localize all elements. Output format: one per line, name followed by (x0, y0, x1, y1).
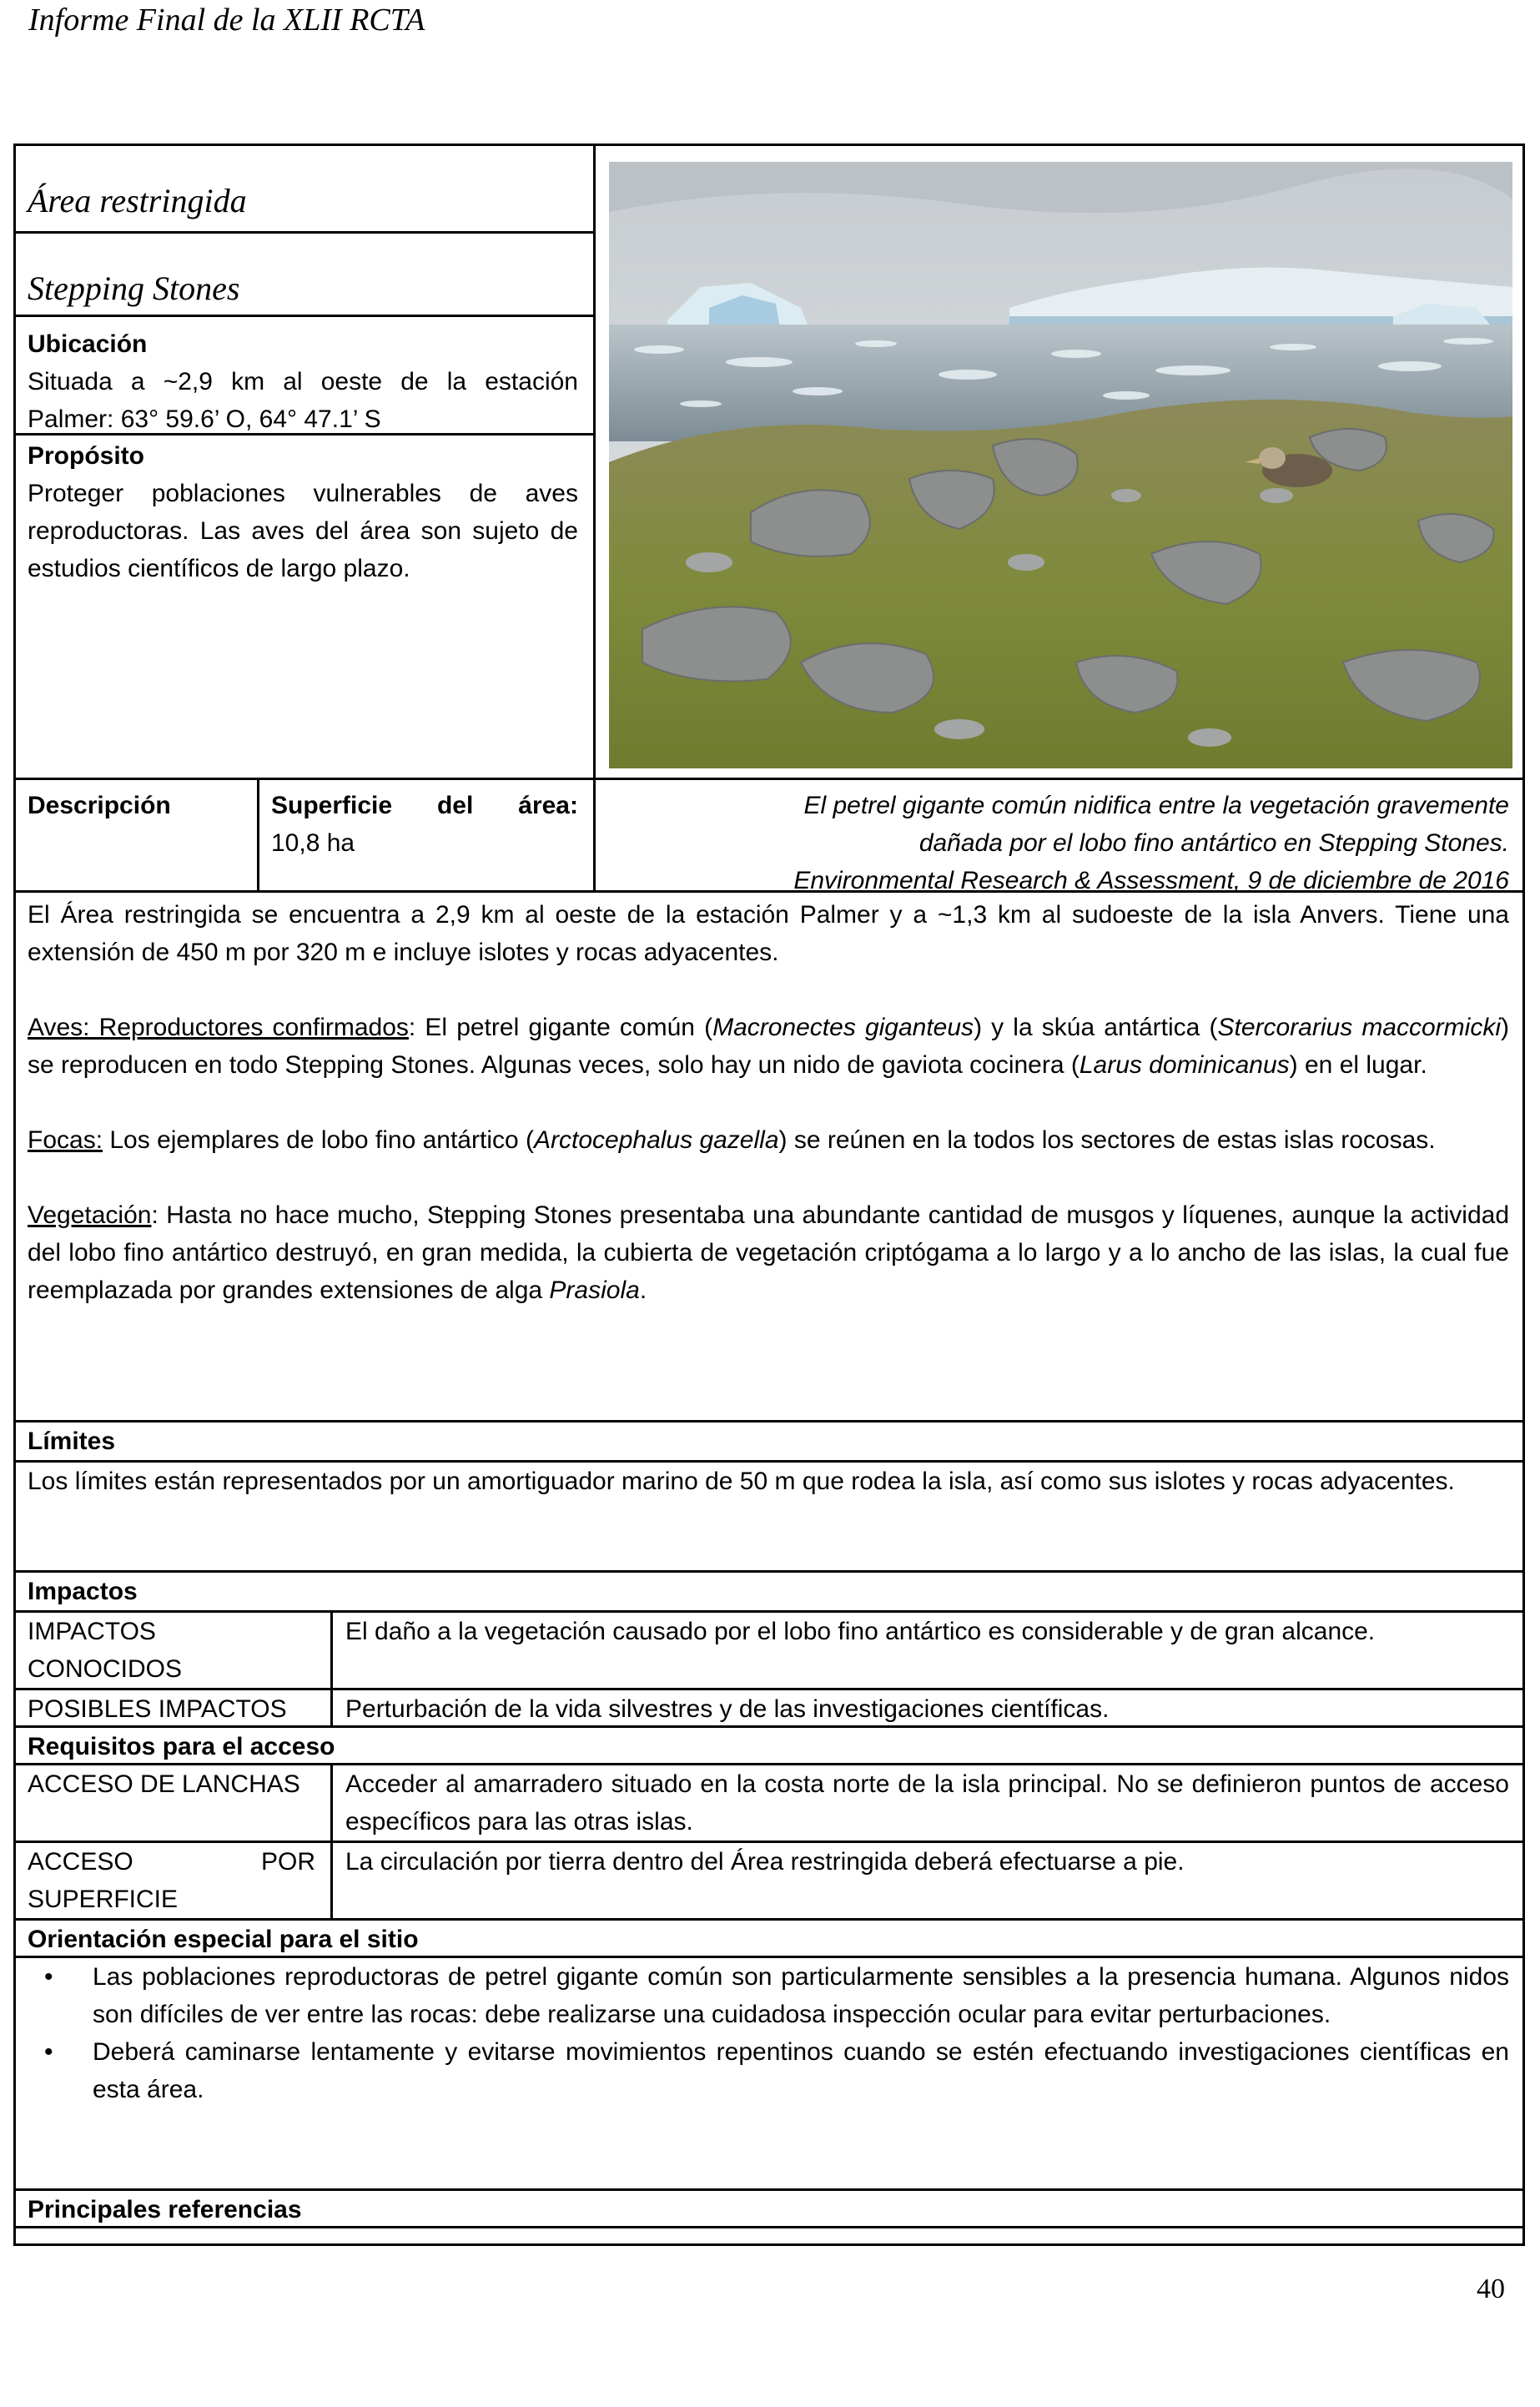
description-header-row (16, 780, 1522, 894)
page-header: Informe Final de la XLII RCTA (28, 3, 425, 38)
row-divider (16, 1460, 1522, 1463)
description-body (16, 893, 1522, 1420)
impacts-section (16, 1573, 1522, 2407)
area-size-value: 10,8 ha (271, 829, 355, 857)
species-name: Stercorarius maccormicki (1217, 1014, 1501, 1041)
area-type-cell (16, 146, 593, 234)
page-number: 40 (1477, 2274, 1505, 2304)
list-item: • Las poblaciones reproductoras de petrel gigante común son particularmente sensibles a la presencia humana. Algunos nidos son difíciles de ver entre las rocas: debe realizarse una cuidadosa inspección ocular para evitar perturbaciones. (28, 1958, 1509, 2033)
list-item: • Deberá caminarse lentamente y evitarse movimientos repentinos cuando se estén efectuando investigaciones científicas en esta área. (28, 2033, 1509, 2108)
description-seals: Focas: Los ejemplares de lobo fino antártico (Arctocephalus gazella) se reúnen en la todos los sectores de estas islas rocosas. (28, 1126, 1436, 1154)
description-label-cell (16, 780, 259, 890)
description-birds: Aves: Reproductores confirmados: El petrel gigante común (Macronectes giganteus) y la skúa antártica (Stercorarius maccormicki) se reproducen en todo Stepping Stones. Algunas veces, solo hay un nido de gaviota cocinera (Larus dominicanus) en el lugar. (28, 1014, 1509, 1079)
known-impacts-label: IMPACTOS (28, 1618, 156, 1645)
guidance-label: Orientación especial para el sitio (28, 1926, 419, 1953)
boat-access-text: Acceder al amarradero situado en la costa norte de la isla principal. No se definieron puntos de acceso específicos para las otras islas. (345, 1770, 1509, 1835)
guidance-list-wrap (28, 1958, 1509, 2108)
photo-caption-line-2: dañada por el lobo fino antártico en Stepping Stones. (918, 829, 1509, 857)
limits-text: Los límites están representados por un amortiguador marino de 50 m que rodea la isla, así como sus islotes y rocas adyacentes. (28, 1468, 1455, 1495)
possible-impacts-label: POSIBLES IMPACTOS (28, 1695, 287, 1723)
species-name: Macronectes giganteus (712, 1014, 974, 1041)
known-impacts-text: El daño a la vegetación causado por el lobo fino antártico es considerable y de gran alcance. (345, 1618, 1376, 1645)
purpose-cell (16, 436, 593, 686)
boat-access-label-cell (16, 1765, 333, 1840)
description-intro: El Área restringida se encuentra a 2,9 km al oeste de la estación Palmer y a ~1,3 km al sudoeste de la isla Anvers. Tiene una extensión de 450 m por 320 m e incluye islotes y rocas adyacentes. (28, 901, 1509, 966)
location-text: Situada a ~2,9 km al oeste de la estación Palmer: 63° 59.6’ O, 64° 47.1’ S (28, 368, 578, 433)
possible-impacts-text: Perturbación de la vida silvestres y de las investigaciones científicas. (345, 1695, 1110, 1723)
known-impacts-label-cell (16, 1613, 333, 1690)
surface-access-label: ACCESO (28, 1848, 133, 1876)
birds-label: Aves: Reproductores confirmados (28, 1014, 409, 1041)
known-impacts-label: CONOCIDOS (28, 1655, 183, 1683)
area-name-cell (16, 234, 593, 317)
description-vegetation: Vegetación: Hasta no hace mucho, Stepping Stones presentaba una abundante cantidad de musgos y líquenes, aunque la actividad del lobo fino antártico destruyó, en gran medida, la cubierta de vegetación criptógama a lo largo y a lo ancho de las islas, la cual fue reemplazada por grandes extensiones de alga Prasiola. (28, 1201, 1509, 1304)
area-name: Stepping Stones (28, 269, 240, 307)
area-size-cell (259, 780, 596, 890)
surface-access-text: La circulación por tierra dentro del Área restringida deberá efectuarse a pie. (345, 1848, 1185, 1876)
location-label: Ubicación (28, 330, 148, 358)
surface-access-label-cell (16, 1843, 333, 1918)
purpose-text: Proteger poblaciones vulnerables de aves reproductoras. Las aves del área son sujeto de estudios científicos de largo plazo. (28, 480, 578, 582)
photo-caption-line-3: Environmental Research & Assessment, 9 de diciembre de 2016 (793, 867, 1509, 894)
species-name: Arctocephalus gazella (534, 1126, 779, 1154)
limits-section (16, 1423, 1522, 1570)
species-name: Prasiola (549, 1277, 640, 1304)
photo-caption (596, 780, 1522, 894)
surface-access-label: SUPERFICIE (28, 1886, 179, 1913)
impacts-label: Impactos (28, 1578, 138, 1605)
row-divider (16, 2226, 1522, 2228)
description-label: Descripción (28, 792, 171, 819)
seals-label: Focas: (28, 1126, 103, 1154)
access-label: Requisitos para el acceso (28, 1733, 335, 1760)
references-label: Principales referencias (28, 2196, 302, 2223)
limits-label: Límites (28, 1428, 116, 1455)
boat-access-label: ACCESO DE LANCHAS (28, 1770, 300, 1798)
site-photo-illustration (609, 162, 1512, 768)
location-cell (16, 317, 593, 436)
area-size-label: Superficie del área: (271, 792, 578, 819)
possible-impacts-label-cell (16, 1690, 333, 1728)
species-name: Larus dominicanus (1079, 1051, 1290, 1079)
guidance-list (28, 1958, 1509, 2108)
site-photo (609, 162, 1512, 768)
vegetation-label: Vegetación (28, 1201, 152, 1229)
photo-caption-line-1: El petrel gigante común nidifica entre la vegetación gravemente (803, 792, 1509, 819)
purpose-label: Propósito (28, 442, 144, 470)
area-type-title: Área restringida (28, 182, 247, 219)
surface-access-label: POR (260, 1848, 315, 1876)
